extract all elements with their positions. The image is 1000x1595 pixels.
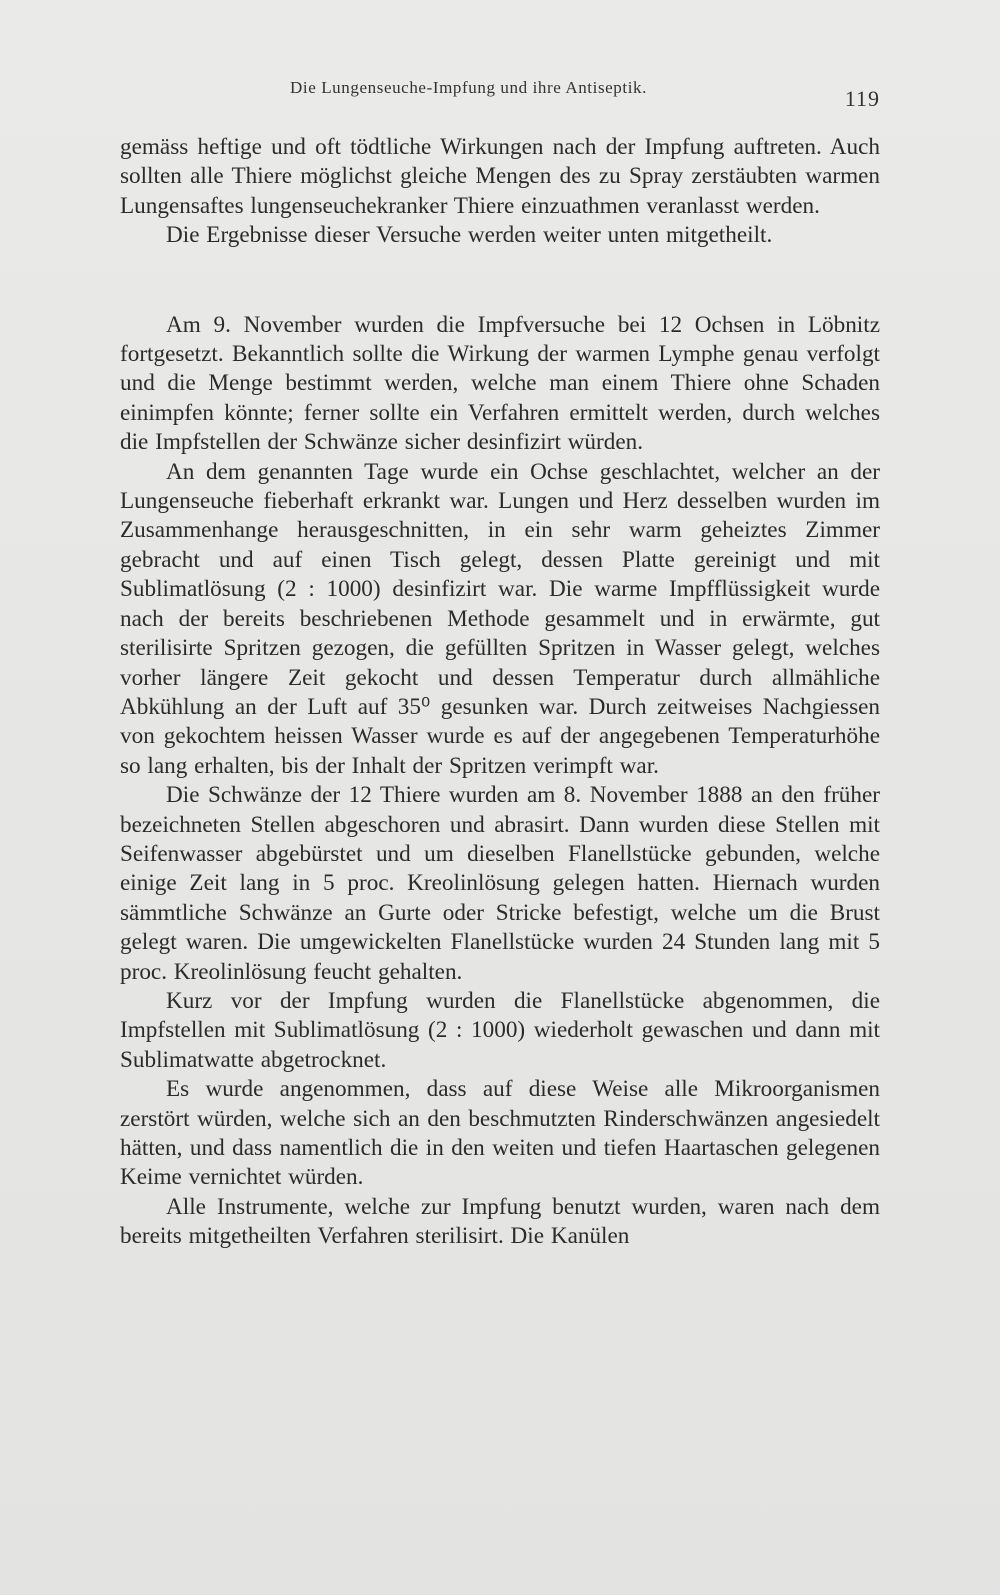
- running-title: Die Lungenseuche-Impfung und ihre Antiseptik.: [290, 78, 648, 97]
- paragraph-6: Kurz vor der Impfung wurden die Flanellstücke abgenommen, die Impfstellen mit Sublimatlösung (2 : 1000) wiederholt gewaschen und dann mit Sublimatwatte abgetrocknet.: [120, 987, 880, 1073]
- body-text: [120, 133, 880, 1252]
- section-gap: [120, 251, 880, 311]
- running-head: [120, 78, 880, 111]
- paragraph-3: Am 9. November wurden die Impfversuche bei 12 Ochsen in Löbnitz fortgesetzt. Bekanntlich sollte die Wirkung der warmen Lymphe genau verfolgt und die Menge bestimmt werden, welche man einem Thiere ohne Schaden einimpfen könnte; ferner sollte ein Verfahren ermittelt werden, durch welches die Impfstellen der Schwänze sicher desinfizirt würden.: [120, 311, 880, 456]
- paragraph-4: An dem genannten Tage wurde ein Ochse geschlachtet, welcher an der Lungenseuche fieberhaft erkrankt war. Lungen und Herz desselben wurden im Zusammenhange herausgeschnitten, in ein sehr warm geheiztes Zimmer gebracht und auf einen Tisch gelegt, dessen Platte gereinigt und mit Sublimatlösung (2 : 1000) desinfizirt war. Die warme Impfflüssigkeit wurde nach der bereits beschriebenen Methode gesammelt und in erwärmte, gut sterilisirte Spritzen gezogen, die gefüllten Spritzen in Wasser gelegt, welches vorher längere Zeit gekocht und dessen Temperatur durch allmähliche Abkühlung an der Luft auf 35⁰ gesunken war. Durch zeitweises Nachgiessen von gekochtem heissen Wasser wurde es auf der angegebenen Temperaturhöhe so lang erhalten, bis der Inhalt der Spritzen verimpft war.: [120, 458, 880, 779]
- paragraph-8: Alle Instrumente, welche zur Impfung benutzt wurden, waren nach dem bereits mitgetheilten Verfahren sterilisirt. Die Kanülen: [120, 1193, 880, 1250]
- paragraph-2: Die Ergebnisse dieser Versuche werden weiter unten mitgetheilt.: [166, 222, 773, 249]
- paragraph-7: Es wurde angenommen, dass auf diese Weise alle Mikroorganismen zerstört würden, welche sich an den beschmutzten Rinderschwänzen angesiedelt hätten, und dass namentlich die in den weiten und tiefen Haartaschen gelegenen Keime vernichtet würden.: [120, 1076, 880, 1191]
- paragraph-1: gemäss heftige und oft tödtliche Wirkungen nach der Impfung auftreten. Auch sollten alle Thiere möglichst gleiche Mengen des zu Spray zerstäubten warmen Lungensaftes lungenseuchekranker Thiere einzuathmen veranlasst werden.: [120, 134, 880, 219]
- page-number: 119: [844, 86, 880, 111]
- paragraph-5: Die Schwänze der 12 Thiere wurden am 8. November 1888 an den früher bezeichneten Stellen abgeschoren und abrasirt. Dann wurden diese Stellen mit Seifenwasser abgebürstet und um dieselben Flanellstücke gebunden, welche einige Zeit lang in 5 proc. Kreolinlösung gelegen hatten. Hiernach wurden sämmtliche Schwänze an Gurte oder Stricke befestigt, welche um die Brust gelegt waren. Die umgewickelten Flanellstücke wurden 24 Stunden lang mit 5 proc. Kreolinlösung feucht gehalten.: [120, 782, 880, 985]
